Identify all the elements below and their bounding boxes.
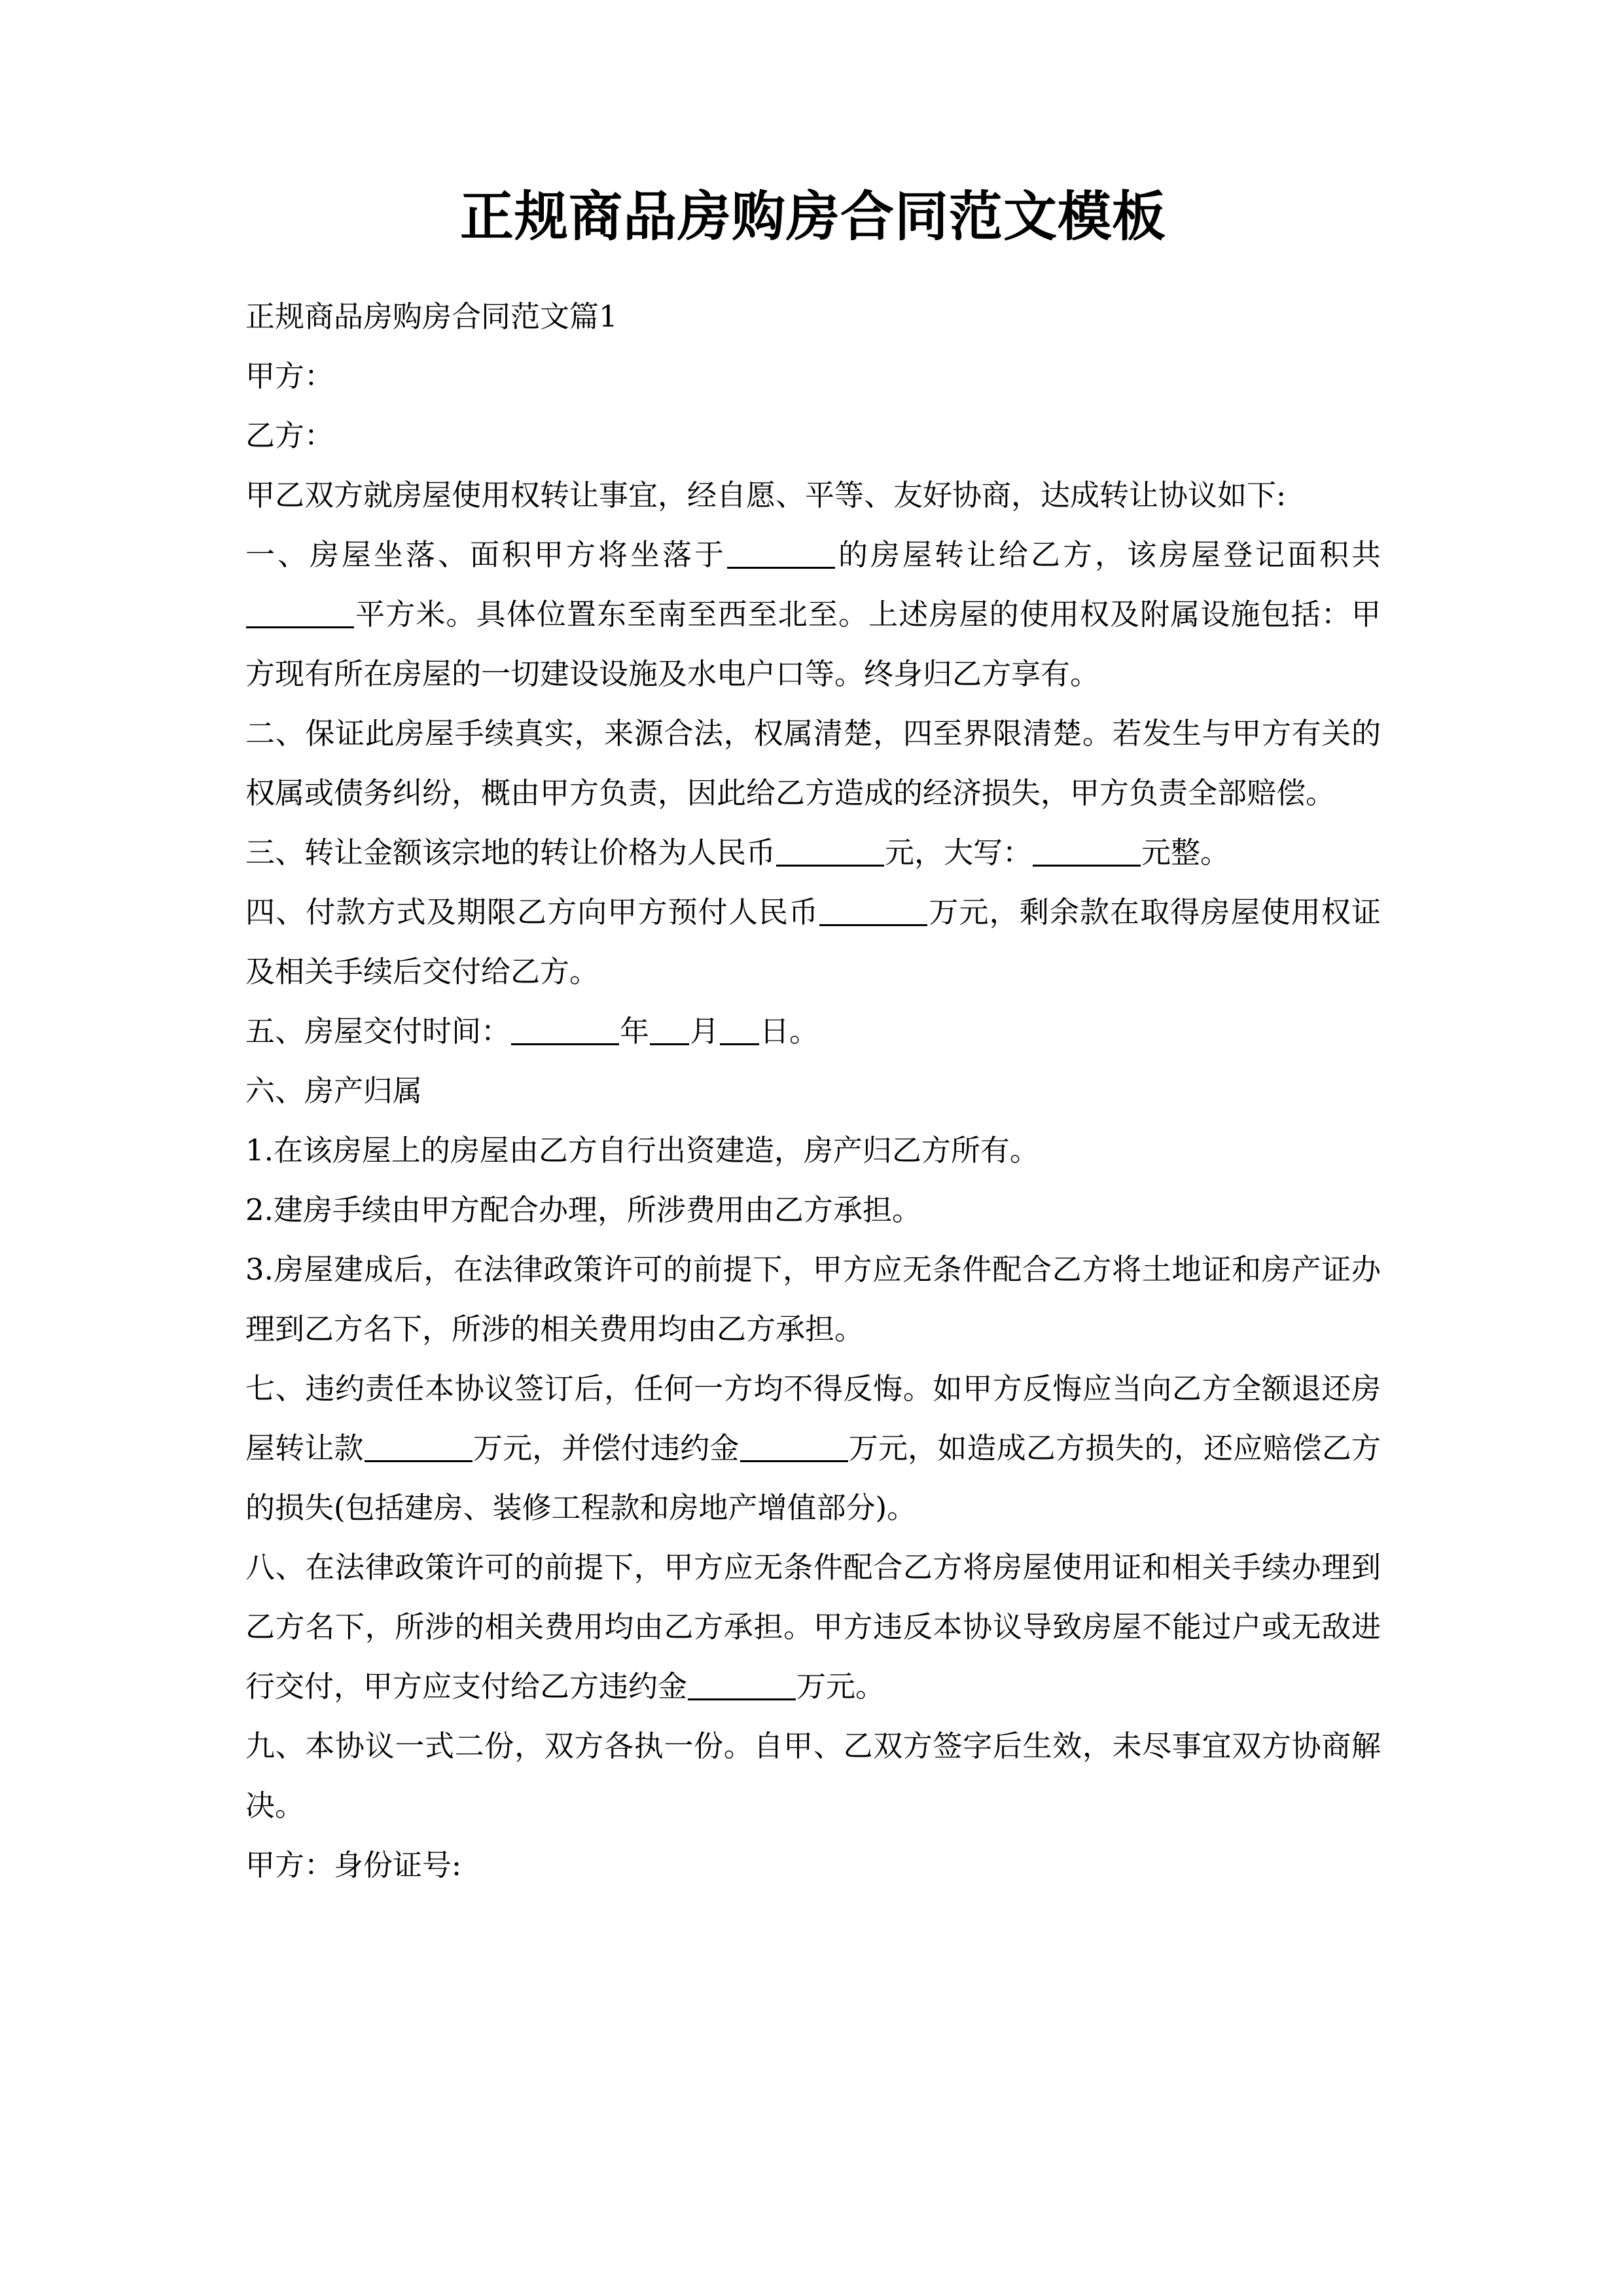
clause-4-prepayment-blank[interactable] (819, 924, 927, 926)
clause-7-penalty-blank[interactable] (740, 1460, 848, 1462)
clause-5-text-part-3: 月 (690, 1014, 720, 1049)
preamble-paragraph: 甲乙双方就房屋使用权转让事宜，经自愿、平等、友好协商，达成转让协议如下: (245, 478, 1287, 512)
clause-7-paragraph (245, 1359, 1381, 1537)
clause-7-text-part-2: 万元，并偿付违约金 (473, 1431, 740, 1465)
clause-8-paragraph (245, 1537, 1381, 1716)
clause-1-text-part-2: 的房屋转让给乙方，该房屋登记面积共 (836, 537, 1381, 572)
clause-5-text-part-4: 日。 (760, 1014, 819, 1049)
clause-1-text-part-3: 平方米。具体位置东至南至西至北至。上述房屋的使用权及附属设施包括：甲方现有所在房屋的一切建设设施及水电户口等。终身归乙方享有。 (245, 597, 1381, 691)
clause-3-paragraph (245, 823, 1381, 882)
clause-7-text-part-1: 七、违约责任本协议签订后，任何一方均不得反悔。如甲方反悔应当向乙方全额退还房屋转让款 (245, 1371, 1381, 1465)
clause-4-paragraph (245, 882, 1381, 1001)
clause-5-text-part-2: 年 (620, 1014, 650, 1049)
clause-5-month-blank[interactable] (650, 1043, 689, 1045)
signature-line: 甲方：身份证号: (245, 1848, 462, 1882)
clause-6-item-2: 2.建房手续由甲方配合办理，所涉费用由乙方承担。 (245, 1193, 921, 1227)
clause-1-paragraph (245, 525, 1381, 704)
clause-5-paragraph (245, 1001, 1381, 1061)
clause-6-heading: 六、房产归属 (245, 1073, 423, 1108)
document-content (245, 0, 1381, 1895)
clause-1-text-part-1: 一、房屋坐落、面积甲方将坐落于 (245, 537, 726, 572)
clause-3-text-part-2: 元，大写： (885, 835, 1033, 870)
party-a-label: 甲方： (245, 359, 334, 393)
clause-3-text-part-1: 三、转让金额该宗地的转让价格为人民币 (245, 835, 776, 870)
clause-6-item-1: 1.在该房屋上的房屋由乙方自行出资建造，房产归乙方所有。 (245, 1133, 1039, 1168)
clause-3-amount-words-blank[interactable] (1033, 865, 1141, 867)
clause-6-item-3: 3.房屋建成后，在法律政策许可的前提下，甲方应无条件配合乙方将土地证和房产证办理到乙方名下，所涉的相关费用均由乙方承担。 (245, 1252, 1381, 1346)
clause-3-text-part-3: 元整。 (1141, 835, 1230, 870)
clause-2-paragraph: 二、保证此房屋手续真实，来源合法，权属清楚，四至界限清楚。若发生与甲方有关的权属或债务纠纷，概由甲方负责，因此给乙方造成的经济损失，甲方负责全部赔偿。 (245, 716, 1381, 810)
clause-8-text-part-1: 八、在法律政策许可的前提下，甲方应无条件配合乙方将房屋使用证和相关手续办理到乙方名下，所涉的相关费用均由乙方承担。甲方违反本协议导致房屋不能过户或无敌进行交付，甲方应支付给乙方违约金 (245, 1550, 1381, 1704)
clause-1-location-blank[interactable] (727, 567, 835, 569)
clause-4-text-part-2: 万元，剩余款在取得房屋使用权证及相关手续后交付给乙方。 (245, 895, 1381, 989)
clause-9-paragraph: 九、本协议一式二份，双方各执一份。自甲、乙双方签字后生效，未尽事宜双方协商解决。 (245, 1729, 1381, 1823)
clause-1-area-blank[interactable] (246, 626, 354, 628)
clause-3-amount-blank[interactable] (776, 865, 884, 867)
clause-4-text-part-1: 四、付款方式及期限乙方向甲方预付人民币 (245, 895, 819, 929)
clause-8-text-part-2: 万元。 (796, 1669, 885, 1704)
clause-7-text-part-3: 万元，如造成乙方损失的，还应赔偿乙方的损失(包括建房、装修工程款和房地产增值部分)。 (245, 1431, 1381, 1525)
clause-5-year-blank[interactable] (511, 1043, 619, 1045)
document-subtitle: 正规商品房购房合同范文篇1 (245, 299, 618, 334)
page-title: 正规商品房购房合同范文模板 (459, 185, 1166, 248)
clause-8-penalty-blank[interactable] (688, 1698, 796, 1700)
clause-5-text-part-1: 五、房屋交付时间： (245, 1014, 511, 1049)
clause-7-refund-blank[interactable] (365, 1460, 473, 1462)
clause-5-day-blank[interactable] (720, 1043, 759, 1045)
party-b-label: 乙方： (245, 418, 334, 453)
